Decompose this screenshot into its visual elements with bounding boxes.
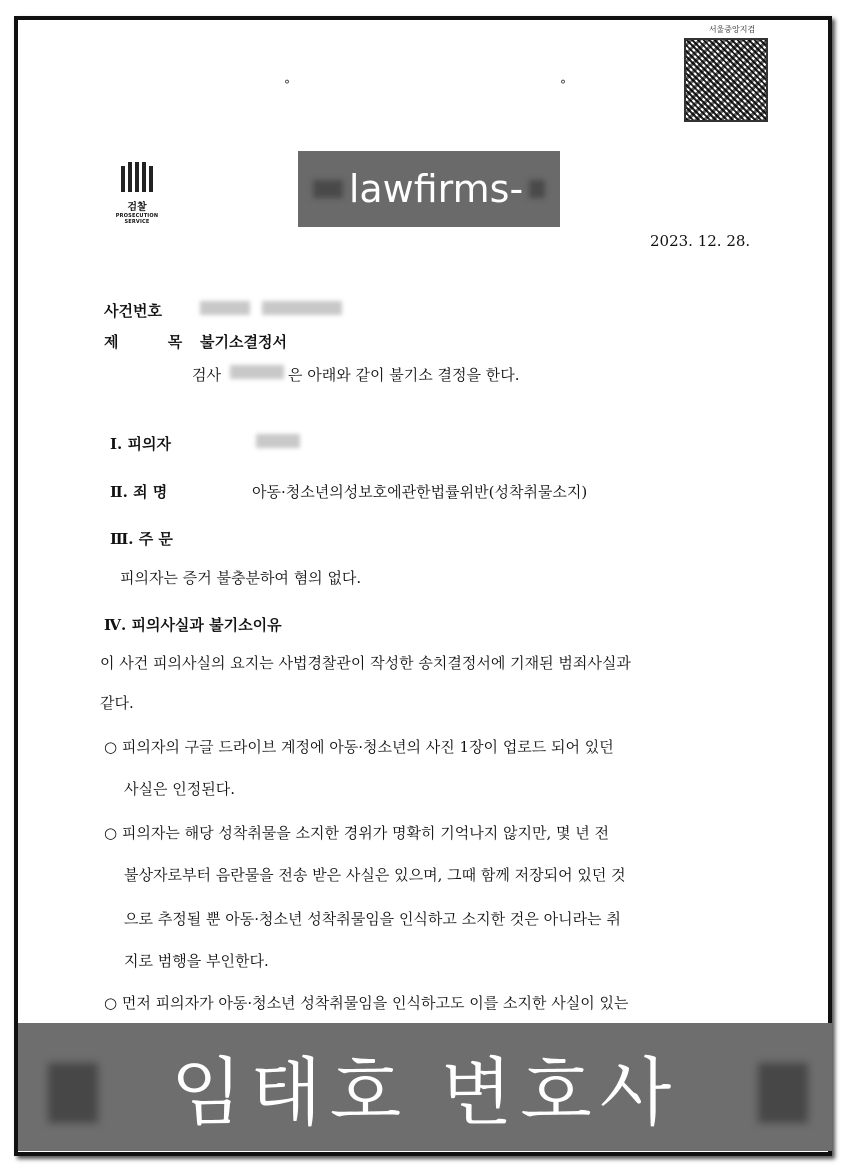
qr-caption: 서울중앙지검 bbox=[708, 25, 756, 34]
paragraph-2: 으로 추정될 뿐 아동·청소년 성착취물임을 인식하고 소지한 것은 아니라는 취 bbox=[124, 910, 621, 928]
section-1-label: Ⅰ. 피의자 bbox=[110, 435, 171, 453]
intro-prefix: 검사 bbox=[192, 366, 221, 384]
paragraph-2: ○ 피의자는 해당 성착취물을 소지한 경위가 명확히 기억나지 않지만, 몇 년 전 bbox=[104, 824, 610, 842]
logo-english-text: PROSECUTION SERVICE bbox=[115, 213, 159, 225]
punch-mark: ° bbox=[560, 78, 566, 92]
watermark-bottom-text: 임태호 변호사 bbox=[170, 1050, 680, 1136]
paragraph-1: 사실은 인정된다. bbox=[124, 780, 235, 798]
paragraph-2: 지로 범행을 부인한다. bbox=[124, 952, 269, 970]
prosecution-logo bbox=[106, 162, 168, 225]
paragraph-3: ○ 먼저 피의자가 아동·청소년 성착취물임을 인식하고도 이를 소지한 사실이 있는 bbox=[104, 994, 629, 1012]
document-date: 2023. 12. 28. bbox=[650, 232, 751, 250]
redacted-suspect-name bbox=[256, 434, 300, 448]
section-3-label: Ⅲ. 주 문 bbox=[110, 530, 173, 548]
title-value: 불기소결정서 bbox=[200, 333, 287, 351]
paragraph-2: 불상자로부터 음란물을 전송 받은 사실은 있으며, 그때 함께 저장되어 있던 것 bbox=[124, 866, 626, 884]
redacted-prosecutor-name bbox=[230, 365, 284, 379]
case-number-label: 사건번호 bbox=[104, 302, 162, 320]
watermark-top bbox=[298, 151, 560, 227]
intro-suffix: 은 아래와 같이 불기소 결정을 한다. bbox=[288, 366, 520, 384]
watermark-top-text: lawfirms- bbox=[348, 167, 524, 211]
logo-bars-icon bbox=[106, 162, 168, 192]
section-4-intro: 이 사건 피의사실의 요지는 사법경찰관이 작성한 송치결정서에 기재된 범죄사실과 bbox=[100, 654, 631, 672]
logo-korean-text: 검찰 bbox=[127, 202, 147, 213]
section-2-label: Ⅱ. 죄 명 bbox=[110, 483, 168, 501]
section-4-label: Ⅳ. 피의사실과 불기소이유 bbox=[104, 616, 282, 634]
section-3-text: 피의자는 증거 불충분하여 혐의 없다. bbox=[120, 569, 362, 587]
qr-code bbox=[684, 38, 768, 122]
watermark-bottom bbox=[18, 1023, 832, 1151]
title-label: 제 목 bbox=[104, 333, 205, 351]
redacted-case-number bbox=[200, 301, 250, 315]
paragraph-1: ○ 피의자의 구글 드라이브 계정에 아동·청소년의 사진 1장이 업로드 되어 있던 bbox=[104, 738, 614, 756]
redacted-case-number bbox=[262, 301, 342, 315]
section-2-value: 아동·청소년의성보호에관한법률위반(성착취물소지) bbox=[252, 483, 588, 501]
punch-mark: ° bbox=[284, 78, 290, 92]
section-4-intro: 같다. bbox=[100, 694, 134, 712]
